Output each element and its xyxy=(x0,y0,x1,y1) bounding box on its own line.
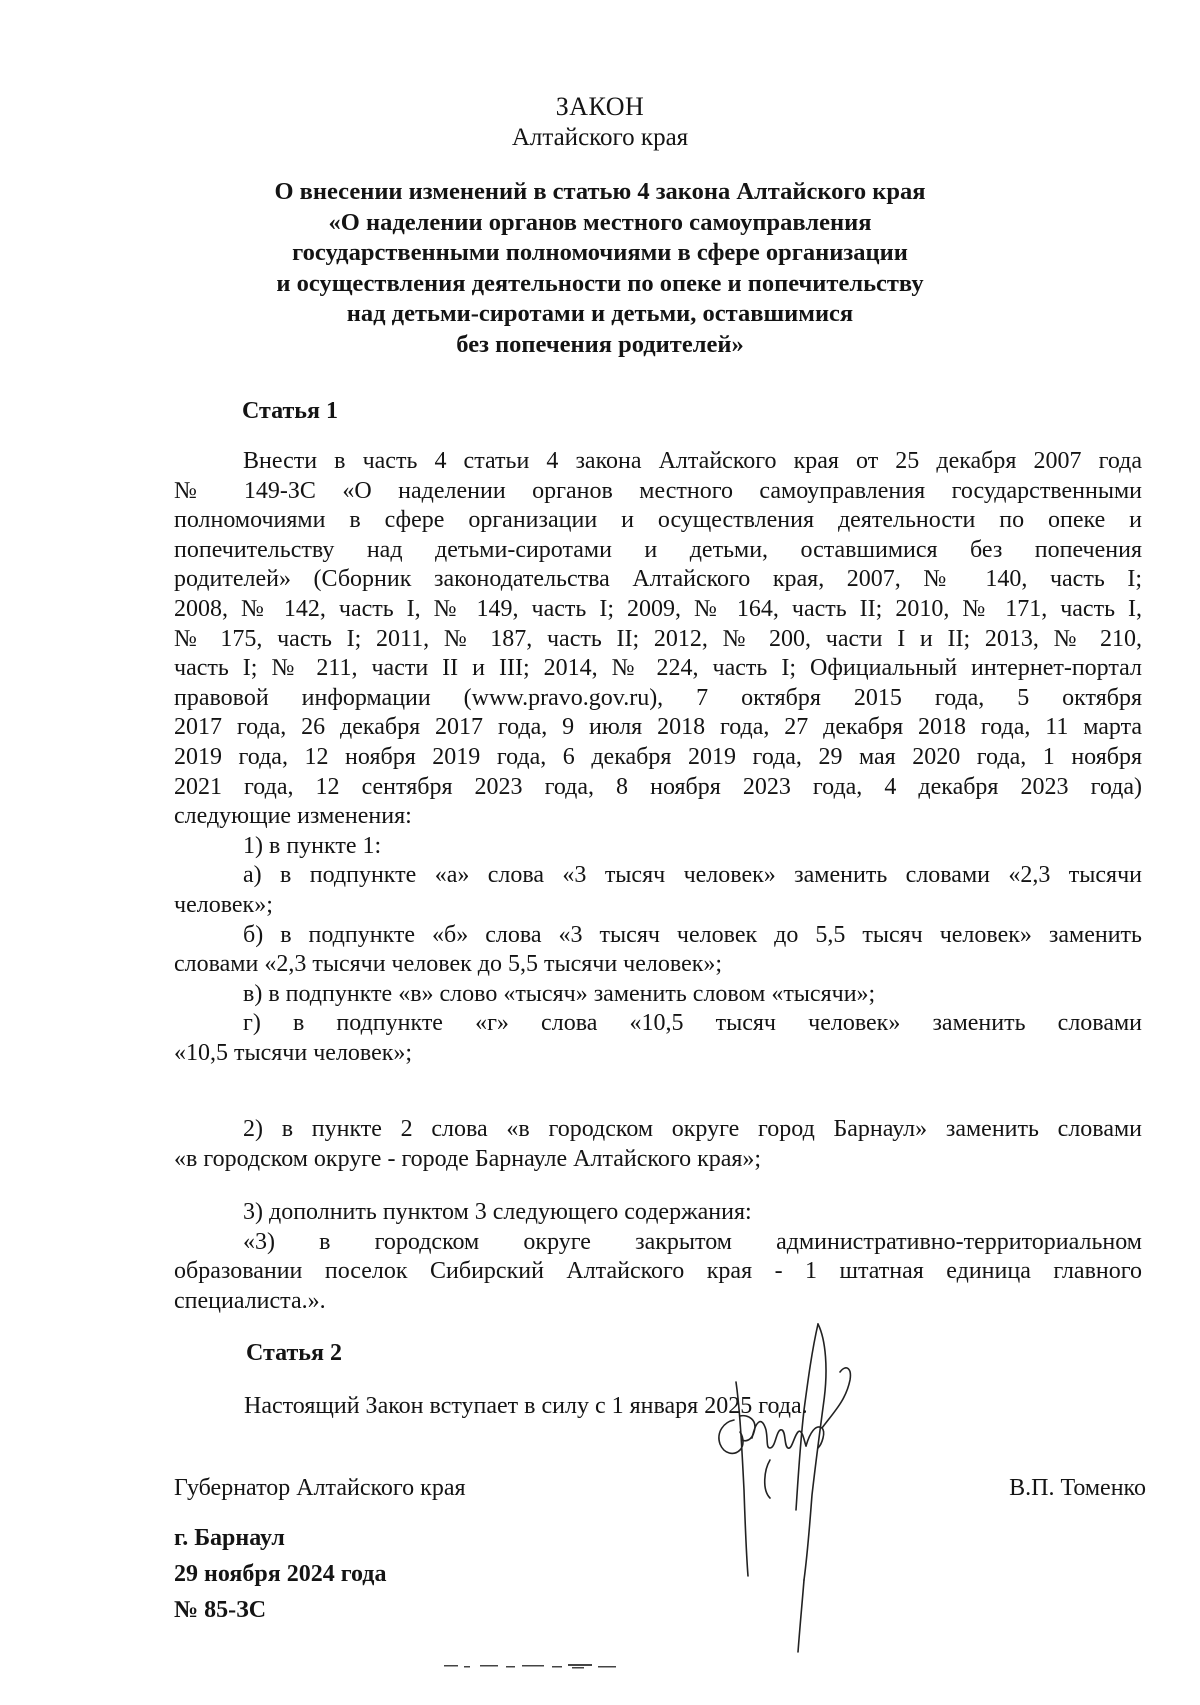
paragraph-line: попечительству над детьми-сиротами и детьми, оставшимися без попечения xyxy=(174,536,1142,563)
document-type: ЗАКОН xyxy=(555,92,645,121)
paragraph-line: 2008, № 142, часть I, № 149, часть I; 2009, № 164, часть II; 2010, № 171, часть I, xyxy=(174,595,1143,622)
handwritten-signature xyxy=(700,1320,900,1660)
title-line: О внесении изменений в статью 4 закона Алтайского края xyxy=(274,178,926,205)
title-line: «О наделении органов местного самоуправления xyxy=(328,208,872,236)
subitem-a-line: человек»; xyxy=(174,891,273,918)
place-city: г. Барнаул xyxy=(174,1525,285,1551)
document-title xyxy=(0,177,1200,360)
paragraph-line: 2019 года, 12 ноября 2019 года, 6 декабря 2019 года, 29 мая 2020 года, 1 ноября xyxy=(174,743,1142,770)
article-2-text: Настоящий Закон вступает в силу с 1 января 2025 года. xyxy=(244,1393,808,1419)
place-date-number xyxy=(174,1520,386,1628)
signatory-position: Губернатор Алтайского края xyxy=(174,1475,466,1501)
article-1-item-2 xyxy=(174,1115,1142,1174)
paragraph-line: правовой информации (www.pravo.gov.ru), 7 октября 2015 года, 5 октября xyxy=(174,684,1142,711)
paragraph-line: полномочиями в сфере организации и осуществления деятельности по опеке и xyxy=(174,507,1142,534)
paragraph-line: 2017 года, 26 декабря 2017 года, 9 июля 2018 года, 27 декабря 2018 года, 11 марта xyxy=(174,714,1142,741)
paragraph-line: 2021 года, 12 сентября 2023 года, 8 ноября 2023 года, 4 декабря 2023 года) xyxy=(174,773,1142,800)
subitem-g-line: «10,5 тысячи человек»; xyxy=(174,1039,413,1066)
title-line: над детьми-сиротами и детьми, оставшимися xyxy=(346,300,854,327)
paragraph-line: Внести в часть 4 статьи 4 закона Алтайского края от 25 декабря 2007 года xyxy=(243,448,1142,474)
subitem-v-line: в) в подпункте «в» слово «тысяч» заменить словом «тысячи»; xyxy=(243,980,876,1007)
item-3-line: специалиста.». xyxy=(174,1287,326,1314)
item-2-line: 2) в пункте 2 слова «в городском округе город Барнаул» заменить словами xyxy=(243,1116,1142,1142)
paragraph-line: часть I; № 211, части II и III; 2014, № 224, часть I; Официальный интернет-портал xyxy=(174,655,1142,682)
subitem-a-line: а) в подпункте «а» слова «3 тысяч человек» заменить словами «2,3 тысячи xyxy=(243,862,1142,889)
subitem-g-line: г) в подпункте «г» слова «10,5 тысяч человек» заменить словами xyxy=(243,1010,1142,1037)
item-3-line: образовании поселок Сибирский Алтайского края - 1 штатная единица главного xyxy=(174,1258,1142,1285)
law-number: № 85-ЗС xyxy=(174,1597,267,1623)
item-1-heading: 1) в пункте 1: xyxy=(243,832,382,859)
document-region: Алтайского края xyxy=(511,124,689,151)
item-2-line: «в городском округе - городе Барнауле Алтайского края»; xyxy=(174,1145,762,1172)
paragraph-line: № 149-ЗС «О наделении органов местного самоуправления государственными xyxy=(174,477,1142,504)
title-line: государственными полномочиями в сфере организации xyxy=(292,239,908,266)
article-1-heading: Статья 1 xyxy=(242,398,338,424)
article-1-body xyxy=(174,447,1142,1068)
title-line: и осуществления деятельности по опеке и попечительству xyxy=(276,269,924,297)
paragraph-line: родителей» (Сборник законодательства Алтайского края, 2007, № 140, часть I; xyxy=(174,566,1142,593)
article-1-item-3 xyxy=(174,1198,1142,1316)
paragraph-line: следующие изменения: xyxy=(174,803,412,830)
title-line: без попечения родителей» xyxy=(456,330,744,358)
subitem-b-line: словами «2,3 тысячи человек до 5,5 тысячи человек»; xyxy=(174,951,723,978)
item-3-line: «3) в городском округе закрытом административно-территориальном xyxy=(243,1228,1142,1255)
article-2-heading: Статья 2 xyxy=(246,1340,342,1366)
signatory-name: В.П. Томенко xyxy=(1009,1475,1146,1501)
signing-date: 29 ноября 2024 года xyxy=(174,1561,387,1587)
paragraph-line: № 175, часть I; 2011, № 187, часть II; 2012, № 200, части I и II; 2013, № 210, xyxy=(174,625,1143,652)
item-3-line: 3) дополнить пунктом 3 следующего содержания: xyxy=(243,1199,752,1225)
subitem-b-line: б) в подпункте «б» слова «3 тысяч человек до 5,5 тысяч человек» заменить xyxy=(243,921,1142,948)
scan-artifact xyxy=(440,1660,640,1672)
